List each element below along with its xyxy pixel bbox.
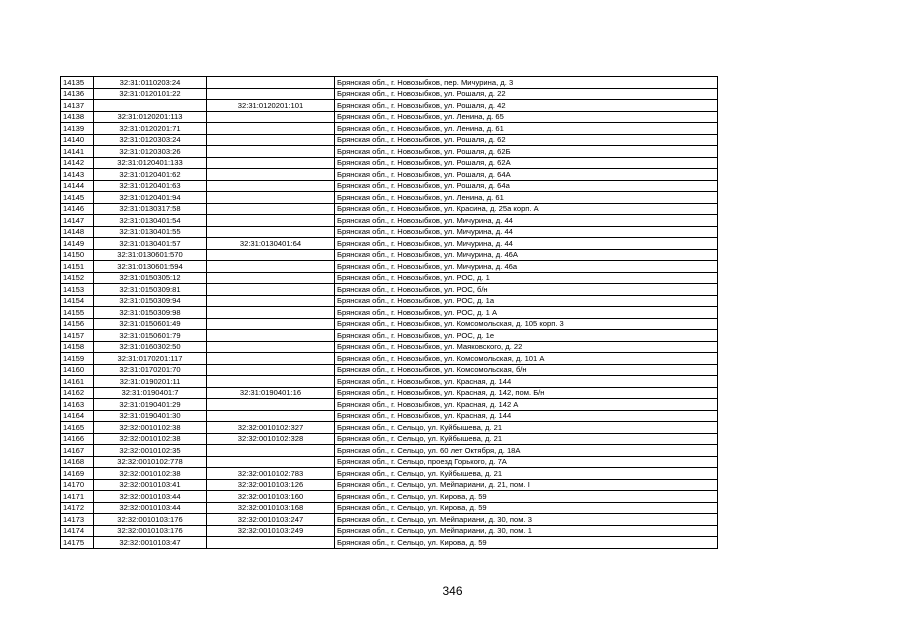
address-cell: Брянская обл., г. Новозыбков, ул. Мичурина, д. 46А (335, 249, 718, 261)
land-cadastral-number-cell: 32:31:0130601:594 (94, 261, 207, 273)
building-cadastral-number-cell (207, 88, 335, 100)
table-row (61, 479, 718, 491)
land-cadastral-number-cell: 32:31:0120401:63 (94, 180, 207, 192)
row-number-cell: 14155 (61, 307, 94, 319)
building-cadastral-number-cell (207, 146, 335, 158)
table-row (61, 468, 718, 480)
address-cell: Брянская обл., г. Новозыбков, ул. РОС, д. 1 (335, 272, 718, 284)
building-cadastral-number-cell: 32:32:0010103:249 (207, 525, 335, 537)
land-cadastral-number-cell: 32:31:0120303:24 (94, 134, 207, 146)
building-cadastral-number-cell: 32:32:0010102:327 (207, 422, 335, 434)
row-number-cell: 14142 (61, 157, 94, 169)
row-number-cell: 14144 (61, 180, 94, 192)
land-cadastral-number-cell: 32:31:0130401:55 (94, 226, 207, 238)
land-cadastral-number-cell: 32:31:0170201:70 (94, 364, 207, 376)
building-cadastral-number-cell (207, 318, 335, 330)
table-row (61, 422, 718, 434)
land-cadastral-number-cell: 32:31:0190401:30 (94, 410, 207, 422)
table-row (61, 445, 718, 457)
row-number-cell: 14143 (61, 169, 94, 181)
row-number-cell: 14139 (61, 123, 94, 135)
address-cell: Брянская обл., г. Новозыбков, ул. РОС, б/н (335, 284, 718, 296)
land-cadastral-number-cell: 32:31:0120401:133 (94, 157, 207, 169)
building-cadastral-number-cell (207, 410, 335, 422)
address-cell: Брянская обл., г. Новозыбков, ул. Рошаля, д. 42 (335, 100, 718, 112)
row-number-cell: 14138 (61, 111, 94, 123)
land-cadastral-number-cell: 32:31:0130401:54 (94, 215, 207, 227)
table-row (61, 491, 718, 503)
row-number-cell: 14162 (61, 387, 94, 399)
building-cadastral-number-cell (207, 537, 335, 549)
property-table-body (61, 77, 718, 549)
row-number-cell: 14160 (61, 364, 94, 376)
table-row (61, 364, 718, 376)
building-cadastral-number-cell: 32:31:0120201:101 (207, 100, 335, 112)
table-row (61, 341, 718, 353)
row-number-cell: 14148 (61, 226, 94, 238)
address-cell: Брянская обл., г. Новозыбков, ул. Ленина, д. 65 (335, 111, 718, 123)
land-cadastral-number-cell: 32:31:0150305:12 (94, 272, 207, 284)
building-cadastral-number-cell (207, 376, 335, 388)
address-cell: Брянская обл., г. Сельцо, ул. Куйбышева, д. 21 (335, 422, 718, 434)
building-cadastral-number-cell (207, 215, 335, 227)
land-cadastral-number-cell: 32:32:0010103:44 (94, 491, 207, 503)
land-cadastral-number-cell: 32:31:0190401:29 (94, 399, 207, 411)
row-number-cell: 14156 (61, 318, 94, 330)
building-cadastral-number-cell (207, 272, 335, 284)
address-cell: Брянская обл., г. Новозыбков, ул. Рошаля, д. 22 (335, 88, 718, 100)
building-cadastral-number-cell: 32:31:0190401:16 (207, 387, 335, 399)
table-row (61, 502, 718, 514)
table-row (61, 295, 718, 307)
table-row (61, 284, 718, 296)
address-cell: Брянская обл., г. Новозыбков, ул. Рошаля, д. 62 (335, 134, 718, 146)
row-number-cell: 14150 (61, 249, 94, 261)
building-cadastral-number-cell (207, 307, 335, 319)
table-row (61, 456, 718, 468)
address-cell: Брянская обл., г. Сельцо, ул. Куйбышева, д. 21 (335, 468, 718, 480)
building-cadastral-number-cell (207, 364, 335, 376)
land-cadastral-number-cell: 32:32:0010102:38 (94, 433, 207, 445)
land-cadastral-number-cell: 32:32:0010103:44 (94, 502, 207, 514)
address-cell: Брянская обл., г. Сельцо, ул. Кирова, д. 59 (335, 491, 718, 503)
land-cadastral-number-cell: 32:31:0120201:71 (94, 123, 207, 135)
row-number-cell: 14169 (61, 468, 94, 480)
land-cadastral-number-cell: 32:31:0120303:26 (94, 146, 207, 158)
row-number-cell: 14147 (61, 215, 94, 227)
land-cadastral-number-cell: 32:31:0150309:94 (94, 295, 207, 307)
table-row (61, 376, 718, 388)
row-number-cell: 14157 (61, 330, 94, 342)
address-cell: Брянская обл., г. Сельцо, ул. Мейпариани, д. 30, пом. 3 (335, 514, 718, 526)
table-row (61, 272, 718, 284)
row-number-cell: 14175 (61, 537, 94, 549)
row-number-cell: 14174 (61, 525, 94, 537)
property-table (60, 76, 718, 549)
address-cell: Брянская обл., г. Сельцо, проезд Горького, д. 7А (335, 456, 718, 468)
building-cadastral-number-cell (207, 261, 335, 273)
table-row (61, 307, 718, 319)
row-number-cell: 14171 (61, 491, 94, 503)
land-cadastral-number-cell: 32:31:0170201:117 (94, 353, 207, 365)
table-row (61, 192, 718, 204)
table-row (61, 88, 718, 100)
table-row (61, 203, 718, 215)
row-number-cell: 14149 (61, 238, 94, 250)
address-cell: Брянская обл., г. Сельцо, ул. Мейпариани, д. 21, пом. I (335, 479, 718, 491)
table-row (61, 353, 718, 365)
land-cadastral-number-cell: 32:31:0190201:11 (94, 376, 207, 388)
building-cadastral-number-cell (207, 249, 335, 261)
table-row (61, 215, 718, 227)
land-cadastral-number-cell: 32:31:0150601:49 (94, 318, 207, 330)
address-cell: Брянская обл., г. Новозыбков, ул. Красина, д. 25а корп. А (335, 203, 718, 215)
land-cadastral-number-cell: 32:31:0150601:79 (94, 330, 207, 342)
table-row (61, 537, 718, 549)
land-cadastral-number-cell (94, 100, 207, 112)
table-row (61, 261, 718, 273)
table-row (61, 433, 718, 445)
address-cell: Брянская обл., г. Новозыбков, ул. Ленина, д. 61 (335, 192, 718, 204)
row-number-cell: 14145 (61, 192, 94, 204)
building-cadastral-number-cell (207, 295, 335, 307)
address-cell: Брянская обл., г. Новозыбков, ул. Мичурина, д. 44 (335, 215, 718, 227)
address-cell: Брянская обл., г. Новозыбков, ул. Маяковского, д. 22 (335, 341, 718, 353)
table-row (61, 249, 718, 261)
address-cell: Брянская обл., г. Новозыбков, ул. Комсомольская, д. 105 корп. 3 (335, 318, 718, 330)
table-row (61, 146, 718, 158)
row-number-cell: 14135 (61, 77, 94, 89)
table-row (61, 330, 718, 342)
row-number-cell: 14173 (61, 514, 94, 526)
address-cell: Брянская обл., г. Новозыбков, ул. Комсомольская, д. 101 А (335, 353, 718, 365)
row-number-cell: 14158 (61, 341, 94, 353)
table-row (61, 100, 718, 112)
table-row (61, 134, 718, 146)
table-row (61, 111, 718, 123)
address-cell: Брянская обл., г. Новозыбков, ул. Красная, д. 144 (335, 376, 718, 388)
building-cadastral-number-cell (207, 203, 335, 215)
building-cadastral-number-cell (207, 77, 335, 89)
building-cadastral-number-cell (207, 330, 335, 342)
land-cadastral-number-cell: 32:32:0010103:47 (94, 537, 207, 549)
row-number-cell: 14153 (61, 284, 94, 296)
address-cell: Брянская обл., г. Новозыбков, ул. Мичурина, д. 46а (335, 261, 718, 273)
building-cadastral-number-cell (207, 157, 335, 169)
table-row (61, 514, 718, 526)
row-number-cell: 14159 (61, 353, 94, 365)
building-cadastral-number-cell (207, 445, 335, 457)
building-cadastral-number-cell (207, 123, 335, 135)
row-number-cell: 14152 (61, 272, 94, 284)
table-row (61, 226, 718, 238)
row-number-cell: 14168 (61, 456, 94, 468)
land-cadastral-number-cell: 32:31:0190401:7 (94, 387, 207, 399)
row-number-cell: 14137 (61, 100, 94, 112)
building-cadastral-number-cell: 32:32:0010102:328 (207, 433, 335, 445)
building-cadastral-number-cell (207, 226, 335, 238)
building-cadastral-number-cell (207, 284, 335, 296)
table-row (61, 169, 718, 181)
address-cell: Брянская обл., г. Сельцо, ул. Мейпариани, д. 30, пом. 1 (335, 525, 718, 537)
land-cadastral-number-cell: 32:31:0110203:24 (94, 77, 207, 89)
land-cadastral-number-cell: 32:32:0010103:41 (94, 479, 207, 491)
address-cell: Брянская обл., г. Новозыбков, ул. Рошаля, д. 64а (335, 180, 718, 192)
address-cell: Брянская обл., г. Новозыбков, пер. Мичурина, д. 3 (335, 77, 718, 89)
row-number-cell: 14170 (61, 479, 94, 491)
building-cadastral-number-cell: 32:32:0010103:247 (207, 514, 335, 526)
land-cadastral-number-cell: 32:31:0160302:50 (94, 341, 207, 353)
address-cell: Брянская обл., г. Новозыбков, ул. Ленина, д. 61 (335, 123, 718, 135)
row-number-cell: 14163 (61, 399, 94, 411)
address-cell: Брянская обл., г. Новозыбков, ул. РОС, д. 1 А (335, 307, 718, 319)
building-cadastral-number-cell (207, 353, 335, 365)
row-number-cell: 14136 (61, 88, 94, 100)
land-cadastral-number-cell: 32:32:0010102:38 (94, 468, 207, 480)
address-cell: Брянская обл., г. Новозыбков, ул. Рошаля, д. 62А (335, 157, 718, 169)
building-cadastral-number-cell: 32:32:0010103:168 (207, 502, 335, 514)
building-cadastral-number-cell (207, 180, 335, 192)
page-number: 346 (442, 584, 463, 598)
building-cadastral-number-cell (207, 134, 335, 146)
land-cadastral-number-cell: 32:32:0010103:176 (94, 514, 207, 526)
table-row (61, 77, 718, 89)
land-cadastral-number-cell: 32:32:0010102:35 (94, 445, 207, 457)
address-cell: Брянская обл., г. Новозыбков, ул. Мичурина, д. 44 (335, 238, 718, 250)
table-row (61, 123, 718, 135)
building-cadastral-number-cell: 32:32:0010102:783 (207, 468, 335, 480)
table-row (61, 238, 718, 250)
address-cell: Брянская обл., г. Новозыбков, ул. Красная, д. 144 (335, 410, 718, 422)
address-cell: Брянская обл., г. Новозыбков, ул. РОС, д. 1е (335, 330, 718, 342)
address-cell: Брянская обл., г. Сельцо, ул. Куйбышева, д. 21 (335, 433, 718, 445)
row-number-cell: 14141 (61, 146, 94, 158)
row-number-cell: 14146 (61, 203, 94, 215)
address-cell: Брянская обл., г. Новозыбков, ул. Рошаля, д. 62Б (335, 146, 718, 158)
land-cadastral-number-cell: 32:31:0120401:94 (94, 192, 207, 204)
table-row (61, 157, 718, 169)
land-cadastral-number-cell: 32:31:0130401:57 (94, 238, 207, 250)
table-row (61, 318, 718, 330)
address-cell: Брянская обл., г. Новозыбков, ул. РОС, д. 1а (335, 295, 718, 307)
address-cell: Брянская обл., г. Новозыбков, ул. Мичурина, д. 44 (335, 226, 718, 238)
row-number-cell: 14151 (61, 261, 94, 273)
building-cadastral-number-cell (207, 399, 335, 411)
land-cadastral-number-cell: 32:31:0120201:113 (94, 111, 207, 123)
address-cell: Брянская обл., г. Новозыбков, ул. Красная, д. 142 А (335, 399, 718, 411)
row-number-cell: 14167 (61, 445, 94, 457)
land-cadastral-number-cell: 32:31:0150309:98 (94, 307, 207, 319)
building-cadastral-number-cell (207, 192, 335, 204)
building-cadastral-number-cell: 32:32:0010103:126 (207, 479, 335, 491)
address-cell: Брянская обл., г. Сельцо, ул. Кирова, д. 59 (335, 537, 718, 549)
land-cadastral-number-cell: 32:32:0010102:778 (94, 456, 207, 468)
land-cadastral-number-cell: 32:31:0130601:570 (94, 249, 207, 261)
land-cadastral-number-cell: 32:31:0150309:81 (94, 284, 207, 296)
building-cadastral-number-cell (207, 456, 335, 468)
building-cadastral-number-cell (207, 169, 335, 181)
table-row (61, 410, 718, 422)
building-cadastral-number-cell (207, 341, 335, 353)
address-cell: Брянская обл., г. Новозыбков, ул. Комсомольская, б/н (335, 364, 718, 376)
address-cell: Брянская обл., г. Сельцо, ул. Кирова, д. 59 (335, 502, 718, 514)
table-row (61, 525, 718, 537)
building-cadastral-number-cell (207, 111, 335, 123)
row-number-cell: 14172 (61, 502, 94, 514)
row-number-cell: 14164 (61, 410, 94, 422)
table-row (61, 399, 718, 411)
address-cell: Брянская обл., г. Новозыбков, ул. Красная, д. 142, пом. Б/н (335, 387, 718, 399)
row-number-cell: 14165 (61, 422, 94, 434)
land-cadastral-number-cell: 32:31:0130317:58 (94, 203, 207, 215)
land-cadastral-number-cell: 32:31:0120401:62 (94, 169, 207, 181)
row-number-cell: 14154 (61, 295, 94, 307)
building-cadastral-number-cell: 32:32:0010103:160 (207, 491, 335, 503)
address-cell: Брянская обл., г. Сельцо, ул. 60 лет Октября, д. 18А (335, 445, 718, 457)
building-cadastral-number-cell: 32:31:0130401:64 (207, 238, 335, 250)
row-number-cell: 14166 (61, 433, 94, 445)
land-cadastral-number-cell: 32:31:0120101:22 (94, 88, 207, 100)
row-number-cell: 14161 (61, 376, 94, 388)
row-number-cell: 14140 (61, 134, 94, 146)
address-cell: Брянская обл., г. Новозыбков, ул. Рошаля, д. 64А (335, 169, 718, 181)
table-row (61, 180, 718, 192)
table-row (61, 387, 718, 399)
land-cadastral-number-cell: 32:32:0010102:38 (94, 422, 207, 434)
land-cadastral-number-cell: 32:32:0010103:176 (94, 525, 207, 537)
